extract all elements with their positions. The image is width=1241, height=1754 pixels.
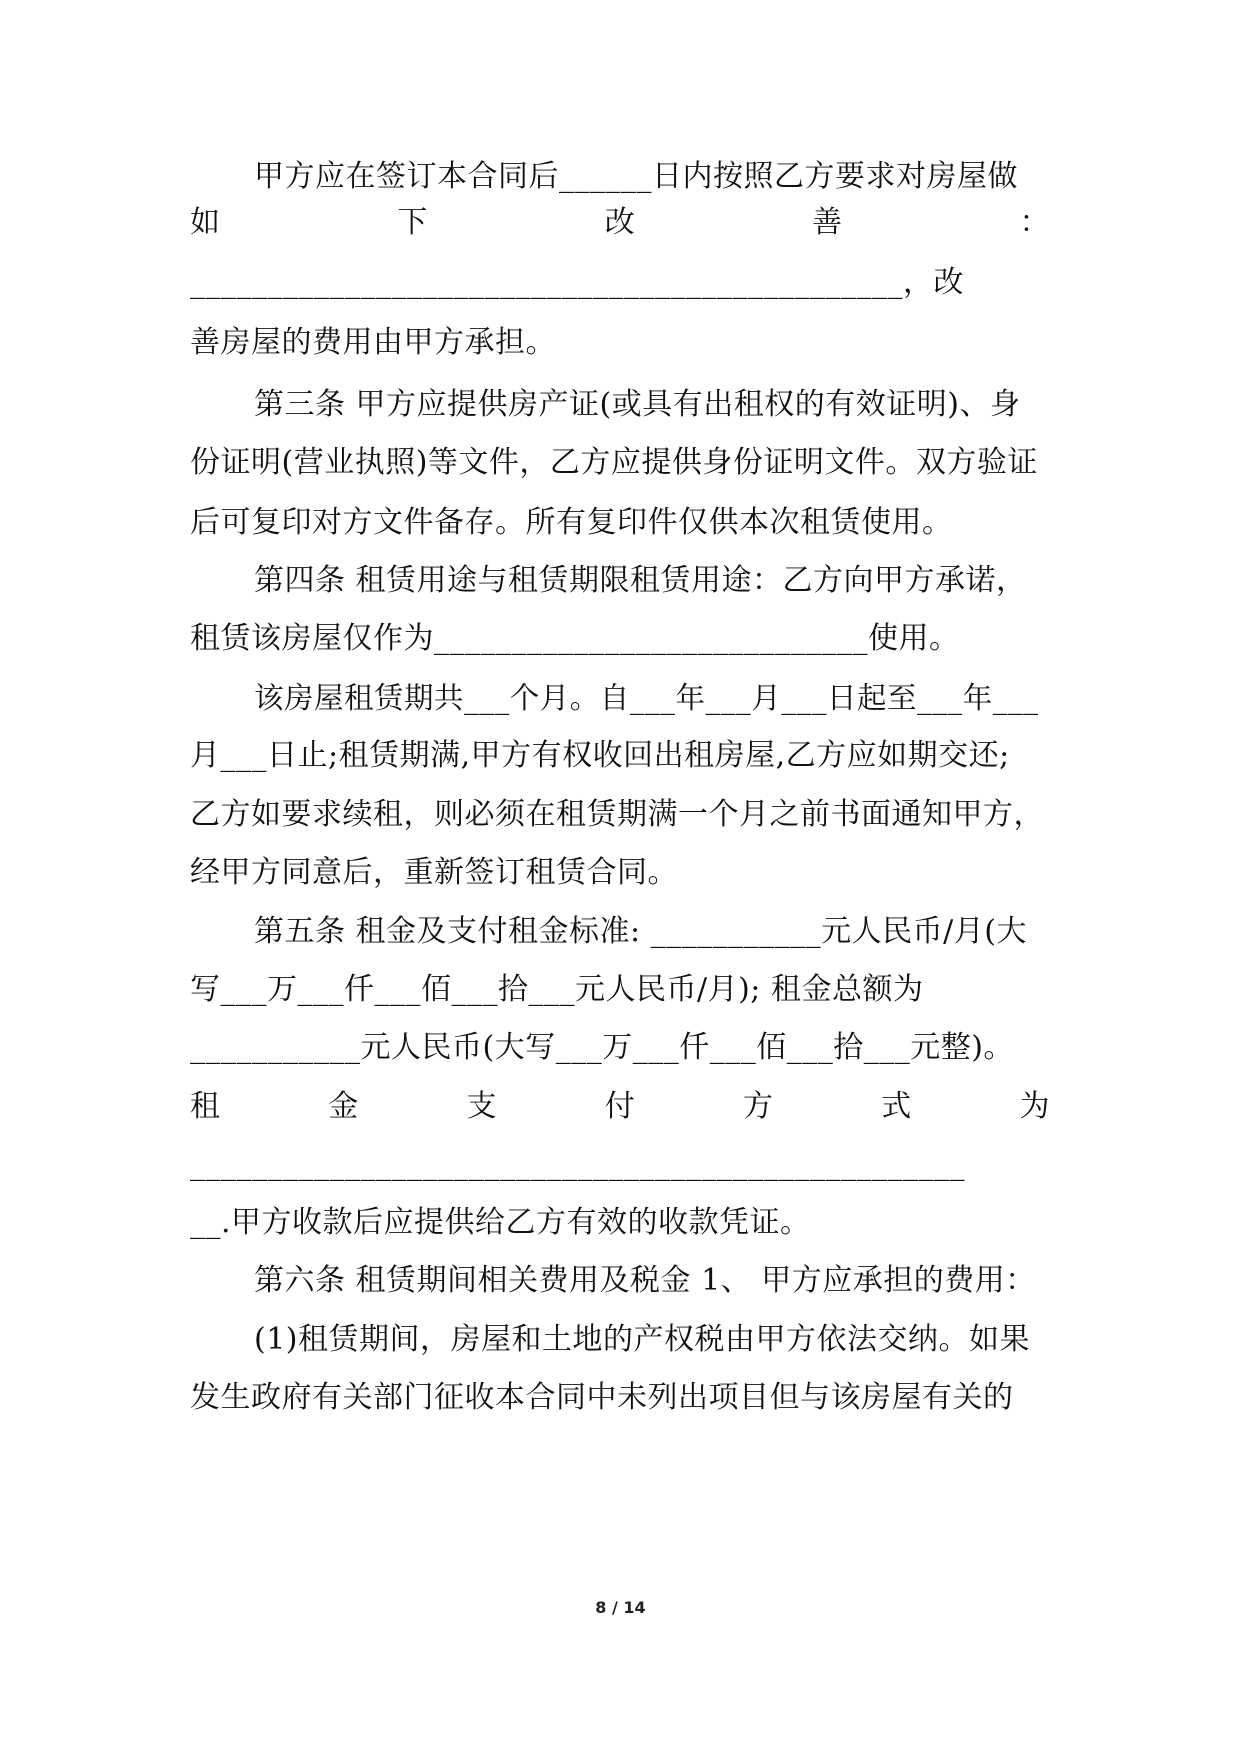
spaced-char: 为 bbox=[1019, 1089, 1050, 1124]
paragraph-line: 写___万___仟___佰___拾___元人民币/月); 租金总额为 bbox=[190, 972, 924, 1007]
spaced-line bbox=[190, 198, 1050, 248]
paragraph-line: 租赁该房屋仅作为____________________________使用。 bbox=[190, 621, 960, 656]
spaced-char: 善 bbox=[812, 205, 843, 240]
paragraph-line: 后可复印对方文件备存。所有复印件仅供本次租赁使用。 bbox=[190, 505, 953, 540]
paragraph-line: 该房屋租赁期共___个月。自___年___月___日起至___年___ bbox=[254, 681, 1039, 715]
paragraph-line: 第五条 租金及支付租金标准: ___________元人民币/月(大 bbox=[254, 914, 1027, 949]
paragraph-line: 第六条 租赁期间相关费用及税金 1、 甲方应承担的费用： bbox=[254, 1263, 1036, 1298]
paragraph-line: 月___日止;租赁期满,甲方有权收回出租房屋,乙方应如期交还; bbox=[190, 738, 1010, 773]
spaced-char: 方 bbox=[743, 1089, 774, 1124]
spaced-line bbox=[190, 1082, 1050, 1132]
spaced-char: 改 bbox=[604, 205, 636, 240]
paragraph-line: (1)租赁期间，房屋和土地的产权税由甲方依法交纳。如果 bbox=[254, 1322, 1030, 1357]
spaced-char: 金 bbox=[328, 1089, 359, 1124]
paragraph-line: ______________________________________________，改 bbox=[190, 265, 964, 300]
paragraph-line: 善房屋的费用由甲方承担。 bbox=[190, 325, 556, 360]
paragraph-line: 乙方如要求续租，则必须在租赁期满一个月之前书面通知甲方， bbox=[190, 797, 1044, 832]
spaced-char: 式 bbox=[881, 1089, 912, 1124]
paragraph-line: 份证明(营业执照)等文件，乙方应提供身份证明文件。双方验证 bbox=[190, 445, 1038, 480]
paragraph-line: ___________元人民币(大写___万___仟___佰___拾___元整)。 bbox=[190, 1030, 1014, 1065]
paragraph-line: __.甲方收款后应提供给乙方有效的收款凭证。 bbox=[190, 1205, 811, 1240]
spaced-char: 支 bbox=[466, 1089, 497, 1124]
spaced-char: 付 bbox=[604, 1089, 636, 1124]
paragraph-line: __________________________________________________ bbox=[190, 1147, 965, 1182]
paragraph-line: 第三条 甲方应提供房产证(或具有出租权的有效证明)、身 bbox=[254, 387, 1021, 422]
paragraph-line: 经甲方同意后，重新签订租赁合同。 bbox=[190, 855, 678, 890]
spaced-char: 租 bbox=[190, 1089, 221, 1124]
paragraph-line: 发生政府有关部门征收本合同中未列出项目但与该房屋有关的 bbox=[190, 1380, 1014, 1415]
spaced-char: 如 bbox=[190, 205, 221, 240]
spaced-char: 下 bbox=[397, 205, 428, 240]
paragraph-line: 甲方应在签订本合同后______日内按照乙方要求对房屋做 bbox=[254, 159, 1018, 194]
page-number: 8 / 14 bbox=[595, 1598, 646, 1617]
spaced-char: ： bbox=[1019, 205, 1050, 240]
paragraph-line: 第四条 租赁用途与租赁期限租赁用途：乙方向甲方承诺， bbox=[254, 563, 1027, 598]
